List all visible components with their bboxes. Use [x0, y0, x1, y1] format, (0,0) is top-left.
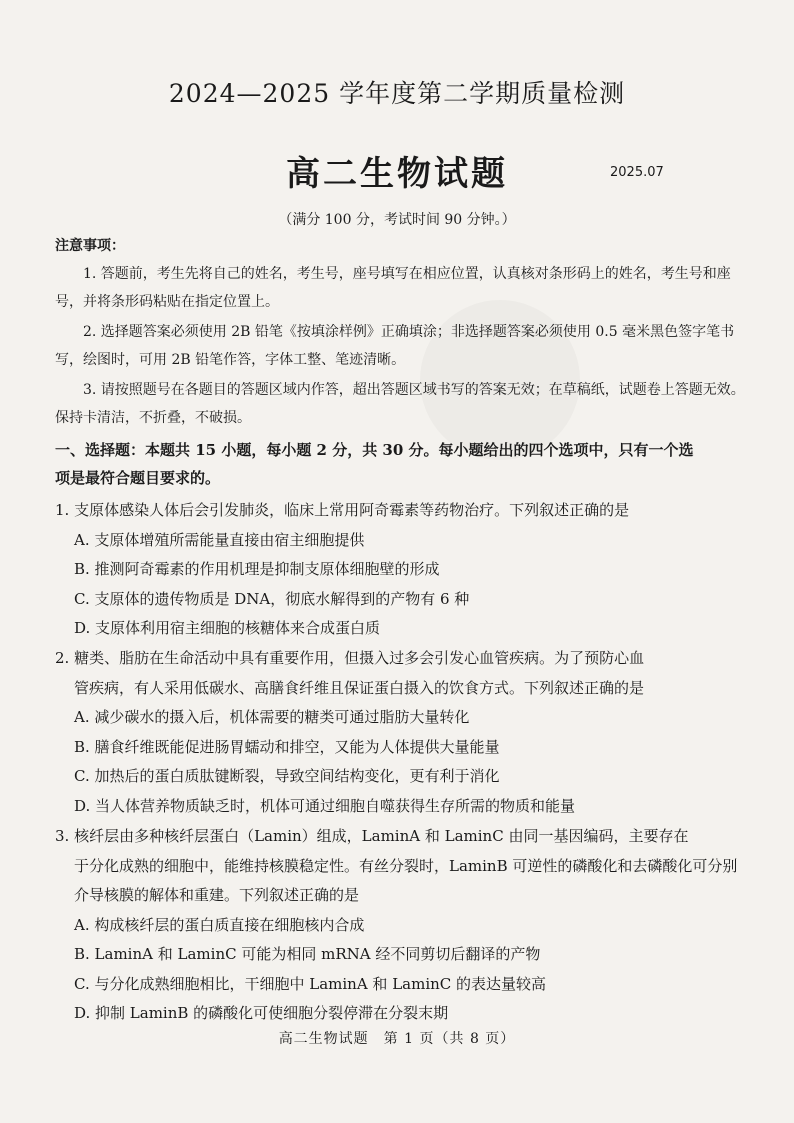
question-1 — [55, 496, 745, 644]
option-c: C. 支原体的遗传物质是 DNA，彻底水解得到的产物有 6 种 — [74, 589, 470, 608]
notice-text: 3. 请按照题号在各题目的答题区域内作答，超出答题区域书写的答案无效；在草稿纸，试题卷上答题无效。保持卡清洁，不折叠，不破损。 — [55, 382, 745, 426]
question-3 — [55, 822, 745, 1029]
subject-title: 高二生物试题 — [286, 154, 508, 194]
option-c: C. 与分化成熟细胞相比，干细胞中 LaminA 和 LaminC 的表达量较高 — [74, 974, 547, 993]
stem-text: 2. 糖类、脂肪在生命活动中具有重要作用，但摄入过多会引发心血管疾病。为了预防心血 — [55, 649, 645, 667]
question-stem — [55, 822, 745, 911]
option-a: A. 构成核纤层的蛋白质直接在细胞核内合成 — [74, 915, 365, 934]
section-heading — [55, 436, 745, 492]
option-d: D. 当人体营养物质缺乏时，机体可通过细胞自噬获得生存所需的物质和能量 — [74, 796, 576, 815]
notice-title: 注意事项： — [55, 238, 125, 254]
stem-text-continued: 管疾病，有人采用低碳水、高膳食纤维且保证蛋白摄入的饮食方式。下列叙述正确的是 — [74, 678, 645, 697]
notice-text: 2. 选择题答案必须使用 2B 铅笔《按填涂样例》正确填涂；非选择题答案必须使用 0.5 毫米黑色签字笔书写，绘图时，可用 2B 铅笔作答，字体工整、笔迹清晰。 — [55, 324, 735, 368]
exam-date: 2025.07 — [610, 165, 664, 180]
option-d: D. 抑制 LaminB 的磷酸化可使细胞分裂停滞在分裂末期 — [74, 1004, 449, 1022]
exam-meta: （满分 100 分，考试时间 90 分钟。） — [278, 212, 516, 228]
option-a: A. 减少碳水的摄入后，机体需要的糖类可通过脂肪大量转化 — [74, 708, 470, 726]
notice-item-1 — [55, 260, 745, 316]
option-d: D. 支原体利用宿主细胞的核糖体来合成蛋白质 — [74, 619, 381, 637]
option-b: B. 膳食纤维既能促进肠胃蠕动和排空，又能为人体提供大量能量 — [74, 737, 500, 756]
notice-text: 1. 答题前，考生先将自己的姓名，考生号，座号填写在相应位置，认真核对条形码上的姓名，考生号和座号，并将条形码粘贴在指定位置上。 — [55, 266, 731, 310]
section-line-1: 一、选择题：本题共 15 小题，每小题 2 分，共 30 分。每小题给出的四个选项中，只有一个选 — [55, 441, 694, 459]
notice-item-2 — [55, 318, 745, 374]
option-b: B. 推测阿奇霉素的作用机理是抑制支原体细胞壁的形成 — [74, 560, 440, 578]
exam-title: 2024—2025 学年度第二学期质量检测 — [168, 79, 626, 108]
notice-item-3 — [55, 376, 745, 432]
option-b: B. LaminA 和 LaminC 可能为相同 mRNA 经不同剪切后翻译的产物 — [74, 945, 541, 963]
question-stem — [55, 496, 745, 526]
stem-text: 1. 支原体感染人体后会引发肺炎，临床上常用阿奇霉素等药物治疗。下列叙述正确的是 — [55, 501, 630, 519]
stem-text: 3. 核纤层由多种核纤层蛋白（Lamin）组成，LaminA 和 LaminC 由同一基因编码，主要存在 — [55, 827, 689, 845]
option-c: C. 加热后的蛋白质肽键断裂，导致空间结构变化，更有利于消化 — [74, 767, 500, 785]
section-line-2: 项是最符合题目要求的。 — [55, 469, 221, 487]
page-footer: 高二生物试题 第 1 页（共 8 页） — [278, 1031, 516, 1047]
option-a: A. 支原体增殖所需能量直接由宿主细胞提供 — [74, 530, 365, 549]
question-stem — [55, 644, 745, 703]
question-2 — [55, 644, 745, 821]
stem-text-continued: 于分化成熟的细胞中，能维持核膜稳定性。有丝分裂时，LaminB 可逆性的磷酸化和去磷酸化可分别介导核膜的解体和重建。下列叙述正确的是 — [74, 856, 738, 904]
